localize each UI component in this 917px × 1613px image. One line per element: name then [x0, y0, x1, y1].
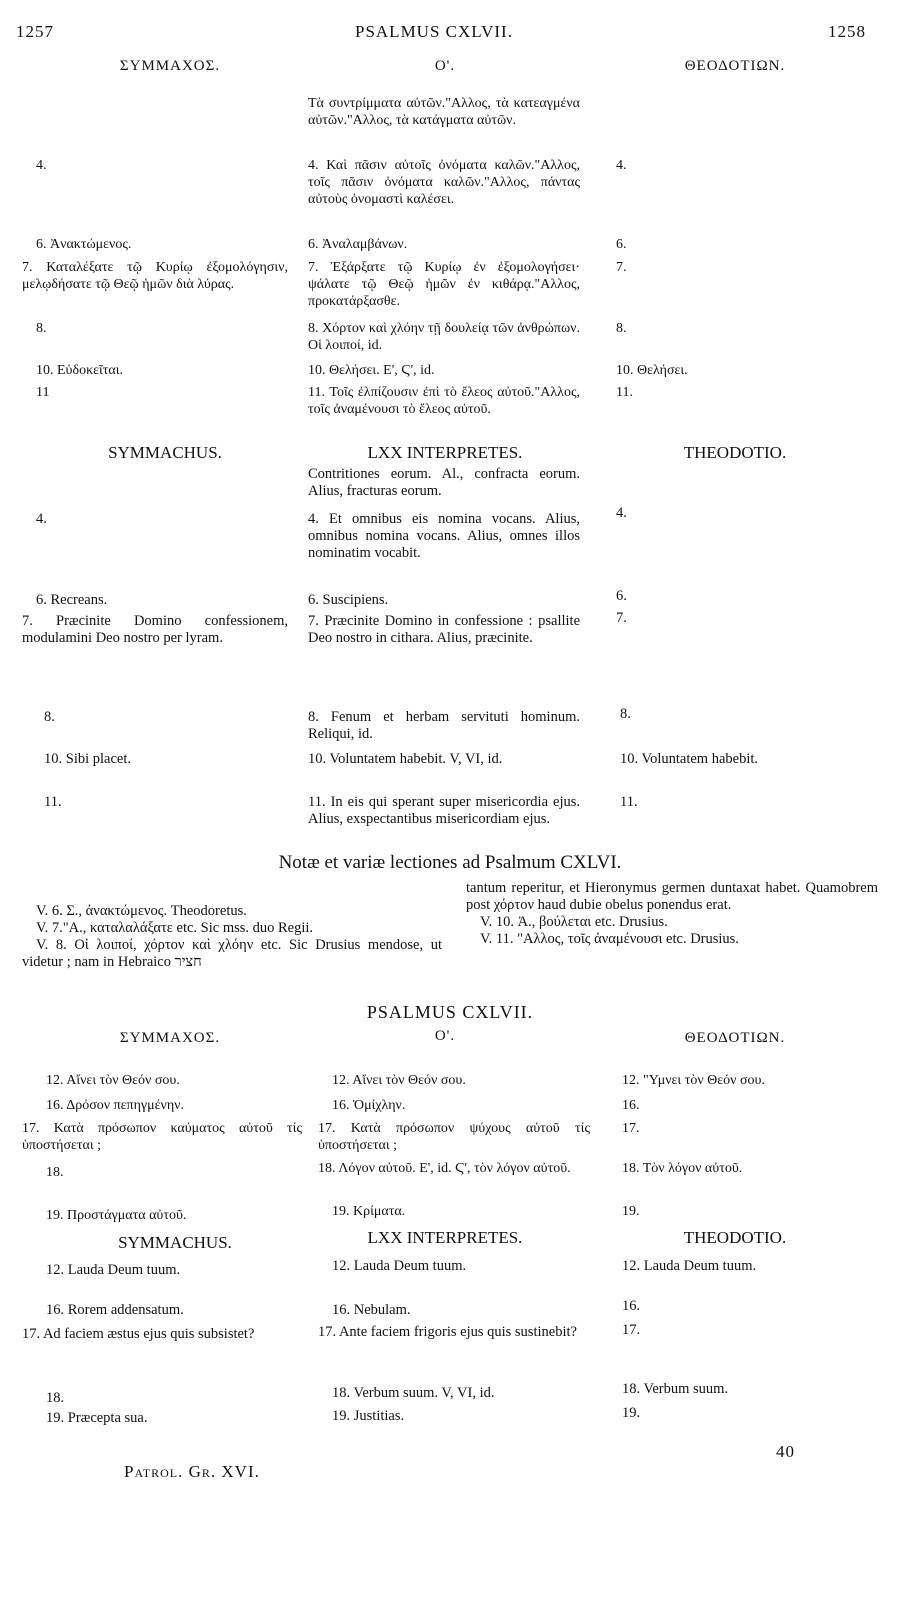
notes-right-column: [466, 880, 878, 948]
greek-row-left: 12. Αἴνει τὸν Θεόν σου.: [46, 1073, 180, 1088]
greek-row-mid: 10. Θελήσει. Ε', Ϛ', id.: [308, 363, 435, 378]
notes-left-column: [22, 903, 442, 971]
greek-row-mid: 18. Λόγον αὐτοῦ. Ε', id. Ϛ', τὸν λόγον αὐτοῦ.: [318, 1161, 571, 1176]
greek-row-mid: 11. Τοῖς ἐλπίζουσιν ἐπὶ τὸ ἔλεος αὐτοῦ."Αλλος, τοῖς ἀναμένουσι τὸ ἔλεος αὐτοῦ.: [308, 385, 580, 417]
latin-row-mid: 4. Et omnibus eis nomina vocans. Alius, omnibus nomina vocans. Alius, omnes illos nominatim vocabit.: [308, 511, 580, 561]
greek-row-right: 11.: [616, 385, 633, 400]
notes-title: Notæ et variæ lectiones ad Psalmum CXLVI.: [278, 852, 622, 873]
greek-head-theodotion: ΘΕΟΔΟΤΙΩΝ.: [684, 58, 786, 74]
signature-number: 40: [776, 1442, 795, 1461]
latin-row-left: 10. Sibi placet.: [44, 751, 131, 767]
latin-row-right: 12. Lauda Deum tuum.: [622, 1258, 757, 1274]
latin-row-mid: Contritiones eorum. Al., confracta eorum. Alius, fracturas eorum.: [308, 466, 580, 499]
latin-row-left: 12. Lauda Deum tuum.: [46, 1262, 181, 1278]
greek-row-right: 7.: [616, 260, 627, 275]
latin-row-right: 10. Voluntatem habebit.: [620, 751, 759, 767]
latin-row-mid: 7. Præcinite Domino in confessione : psallite Deo nostro in cithara. Alius, præcinite.: [308, 613, 580, 646]
latin-row-left: 17. Ad faciem æstus ejus quis subsistet?: [22, 1326, 255, 1342]
latin-row-mid: 18. Verbum suum. V, VI, id.: [332, 1385, 495, 1401]
greek-row-right: 18. Τὸν λόγον αὐτοῦ.: [622, 1161, 743, 1176]
note-entry: tantum reperitur, et Hieronymus germen duntaxat habet. Quamobrem post χόρτον haud dubie obelus ponendus erat.: [466, 880, 878, 913]
greek-row-mid: 7. Ἐξάρξατε τῷ Κυρίῳ ἐν ἐξομολογήσει· ψάλατε τῷ Θεῷ ἡμῶν ἐν κιθάρᾳ."Αλλος, προκατάρξασθε.: [308, 260, 580, 309]
latin-row-mid: 11. In eis qui sperant super misericordia ejus. Alius, exspectantibus misericordiam ejus.: [308, 794, 580, 827]
latin-row-right: 11.: [620, 794, 638, 810]
greek-head-lxx: Ο'.: [434, 1028, 456, 1044]
greek-row-left: 6. Ἀνακτώμενος.: [36, 237, 132, 252]
greek-row-left: 8.: [36, 321, 47, 336]
latin-row-right: 18. Verbum suum.: [622, 1381, 729, 1397]
latin-row-mid: 17. Ante faciem frigoris ejus quis sustinebit?: [318, 1324, 577, 1340]
greek-row-right: 6.: [616, 237, 627, 252]
greek-row-mid: 8. Χόρτον καὶ χλόην τῇ δουλείᾳ τῶν ἀνθρώπων. Οἱ λοιποί, id.: [308, 321, 580, 353]
greek-row-left: 16. Δρόσον πεπηγμένην.: [46, 1098, 184, 1113]
latin-row-right: 8.: [620, 706, 631, 722]
greek-row-mid: Τὰ συντρίμματα αὐτῶν."Αλλος, τὰ κατεαγμένα αὐτῶν."Αλλος, τὰ κατάγματα αὐτῶν.: [308, 96, 580, 128]
latin-row-mid: 16. Nebulam.: [332, 1302, 411, 1318]
latin-row-left: 16. Rorem addensatum.: [46, 1302, 184, 1318]
note-entry: V. 8. Οἱ λοιποί, χόρτον καὶ χλόην etc. Sic Drusius mendose, ut videtur ; nam in Hebraico חציר: [22, 937, 442, 970]
greek-row-right: 10. Θελήσει.: [616, 363, 688, 378]
greek-row-right: 12. "Υμνει τὸν Θεόν σου.: [622, 1073, 765, 1088]
greek-row-left: 7. Καταλέξατε τῷ Κυρίῳ ἐξομολόγησιν, μελῳδήσατε τῷ Θεῷ ἡμῶν διὰ λύρας.: [22, 260, 288, 292]
latin-head-theodotio: THEODOTIO.: [683, 1228, 787, 1247]
latin-row-left: 6. Recreans.: [36, 592, 108, 608]
greek-row-mid: 4. Καὶ πᾶσιν αὐτοῖς ὀνόματα καλῶν."Αλλος, τοῖς πᾶσιν ὀνόματα καλῶν."Αλλος, πάντας αὐτοὺς ὀνομαστὶ καλέσει.: [308, 158, 580, 207]
greek-row-left: 11: [36, 385, 50, 400]
footer-series: Patrol. Gr. XVI.: [124, 1462, 260, 1481]
latin-row-mid: 12. Lauda Deum tuum.: [332, 1258, 467, 1274]
greek-row-left: 4.: [36, 158, 47, 173]
greek-row-left: 10. Εὐδοκεῖται.: [36, 363, 124, 378]
greek-row-right: 16.: [622, 1098, 640, 1113]
latin-row-left: 7. Præcinite Domino confessionem, modulamini Deo nostro per lyram.: [22, 613, 288, 646]
latin-row-left: 19. Præcepta sua.: [46, 1410, 148, 1426]
latin-row-right: 16.: [622, 1298, 641, 1314]
greek-row-right: 19.: [622, 1204, 640, 1219]
note-entry: V. 10. Ἀ., βούλεται etc. Drusius.: [480, 914, 668, 930]
greek-row-mid: 6. Ἀναλαμβάνων.: [308, 237, 408, 252]
latin-row-mid: 6. Suscipiens.: [308, 592, 389, 608]
latin-row-mid: 19. Justitias.: [332, 1408, 405, 1424]
latin-row-left: 8.: [44, 709, 55, 725]
greek-row-left: 19. Προστάγματα αὐτοῦ.: [46, 1208, 187, 1223]
latin-row-right: 7.: [616, 610, 627, 626]
greek-head-symmachus: ΣΥΜΜΑΧΟΣ.: [119, 58, 221, 74]
greek-row-mid: 17. Κατὰ πρόσωπον ψύχους αὐτοῦ τίς ὑποστήσεται ;: [318, 1121, 590, 1153]
note-entry: V. 11. "Αλλος, τοῖς ἀναμένουσι etc. Drusius.: [480, 931, 739, 947]
latin-row-mid: 8. Fenum et herbam servituti hominum. Reliqui, id.: [308, 709, 580, 742]
note-entry: V. 7."Α., καταλαλάξατε etc. Sic mss. duo Regii.: [36, 920, 314, 936]
page-number-right: 1258: [828, 22, 866, 41]
latin-head-symmachus: SYMMACHUS.: [118, 1233, 232, 1252]
latin-head-lxx: LXX INTERPRETES.: [367, 1228, 523, 1247]
greek-head-lxx: Ο'.: [434, 58, 456, 74]
latin-row-left: 4.: [36, 511, 47, 527]
greek-row-mid: 19. Κρίματα.: [332, 1204, 406, 1219]
greek-row-right: 4.: [616, 158, 627, 173]
page-number-left: 1257: [16, 22, 54, 41]
latin-row-mid: 10. Voluntatem habebit. V, VI, id.: [308, 751, 503, 767]
latin-head-theodotio: THEODOTIO.: [683, 443, 787, 462]
note-entry: V. 6. Σ., ἀνακτώμενος. Theodoretus.: [36, 903, 247, 919]
greek-row-left: 18.: [46, 1165, 64, 1180]
latin-row-right: 17.: [622, 1322, 641, 1338]
latin-head-symmachus: SYMMACHUS.: [108, 443, 222, 462]
latin-row-right: 19.: [622, 1405, 641, 1421]
greek-head-symmachus: ΣΥΜΜΑΧΟΣ.: [119, 1030, 221, 1046]
greek-row-mid: 16. Ὁμίχλην.: [332, 1098, 406, 1113]
latin-row-right: 4.: [616, 505, 627, 521]
greek-row-mid: 12. Αἴνει τὸν Θεόν σου.: [332, 1073, 466, 1088]
psalm-title: PSALMUS CXLVII.: [366, 1002, 534, 1022]
latin-row-left: 11.: [44, 794, 62, 810]
greek-row-left: 17. Κατὰ πρόσωπον καύματος αὐτοῦ τίς ὑποστήσεται ;: [22, 1121, 302, 1153]
greek-row-right: 17.: [622, 1121, 640, 1136]
latin-row-right: 6.: [616, 588, 627, 604]
latin-row-left: 18.: [46, 1390, 65, 1406]
greek-row-right: 8.: [616, 321, 627, 336]
running-title: PSALMUS CXLVII.: [355, 22, 513, 41]
latin-head-lxx: LXX INTERPRETES.: [367, 443, 523, 462]
greek-head-theodotion: ΘΕΟΔΟΤΙΩΝ.: [684, 1030, 786, 1046]
